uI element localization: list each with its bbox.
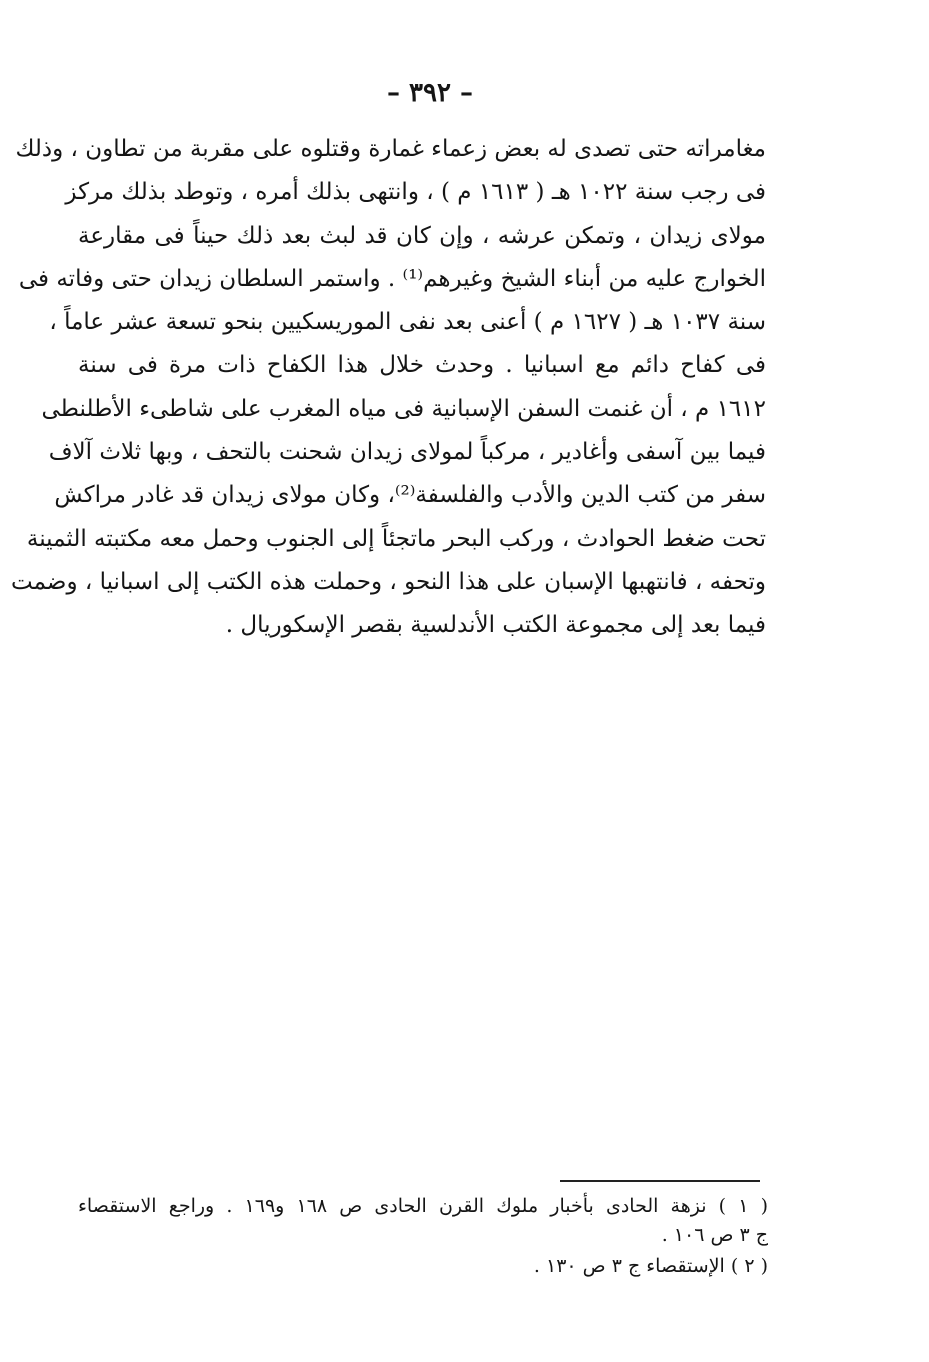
page-number: – ٣٩٢ – (386, 78, 474, 108)
text-line: وتحفه ، فانتهبها الإسبان على هذا النحو ، وحملت هذه الكتب إلى اسبانيا ، وضمت (11, 568, 766, 595)
footnote-1: ( ١ ) نزهة الحادى بأخبار ملوك القرن الحادى ص ١٦٨ و١٦٩ . وراجع الاستقصاء (78, 1195, 768, 1217)
main-text (11, 128, 766, 648)
text-line: ١٦١٢ م ، أن غنمت السفن الإسبانية فى مياه المغرب على شاطىء الأطلنطى (41, 395, 766, 422)
text-line: مولاى زيدان ، وتمكن عرشه ، وإن كان قد لبث بعد ذلك حيناً فى مقارعة (78, 222, 766, 249)
footnotes (78, 1192, 768, 1281)
text-line: سفر من كتب الدين والأدب والفلسفة⁽²⁾، وكان مولاى زيدان قد غادر مراكش (54, 482, 766, 509)
text-line: سنة ١٠٣٧ هـ ( ١٦٢٧ م ) أعنى بعد نفى الموريسكيين بنحو تسعة عشر عاماً ، (49, 309, 766, 336)
footnote-divider (560, 1180, 760, 1182)
text-line: تحت ضغط الحوادث ، وركب البحر ماتجئاً إلى الجنوب وحمل معه مكتبته الثمينة (26, 525, 766, 552)
footnote-2: ( ٢ ) الإستقصاء ج ٣ ص ١٣٠ . (533, 1255, 768, 1277)
text-line: فى كفاح دائم مع اسبانيا . وحدث خلال هذا الكفاح ذات مرة فى سنة (78, 352, 766, 379)
text-line: الخوارج عليه من أبناء الشيخ وغيرهم⁽¹⁾ . واستمر السلطان زيدان حتى وفاته فى (18, 265, 766, 292)
footnote-1-continuation: ج ٣ ص ١٠٦ . (661, 1224, 768, 1246)
text-line-last: فيما بعد إلى مجموعة الكتب الأندلسية بقصر الإسكوريال . (225, 612, 766, 639)
text-line: فى رجب سنة ١٠٢٢ هـ ( ١٦١٣ م ) ، وانتهى بذلك أمره ، وتوطد بذلك مركز (65, 179, 766, 206)
text-line: فيما بين آسفى وأغادير ، مركباً لمولاى زيدان شحنت بالتحف ، وبها ثلاث آلاف (48, 439, 766, 466)
text-line: مغامراته حتى تصدى له بعض زعماء غمارة وقتلوه على مقربة من تطاون ، وذلك (15, 136, 766, 162)
